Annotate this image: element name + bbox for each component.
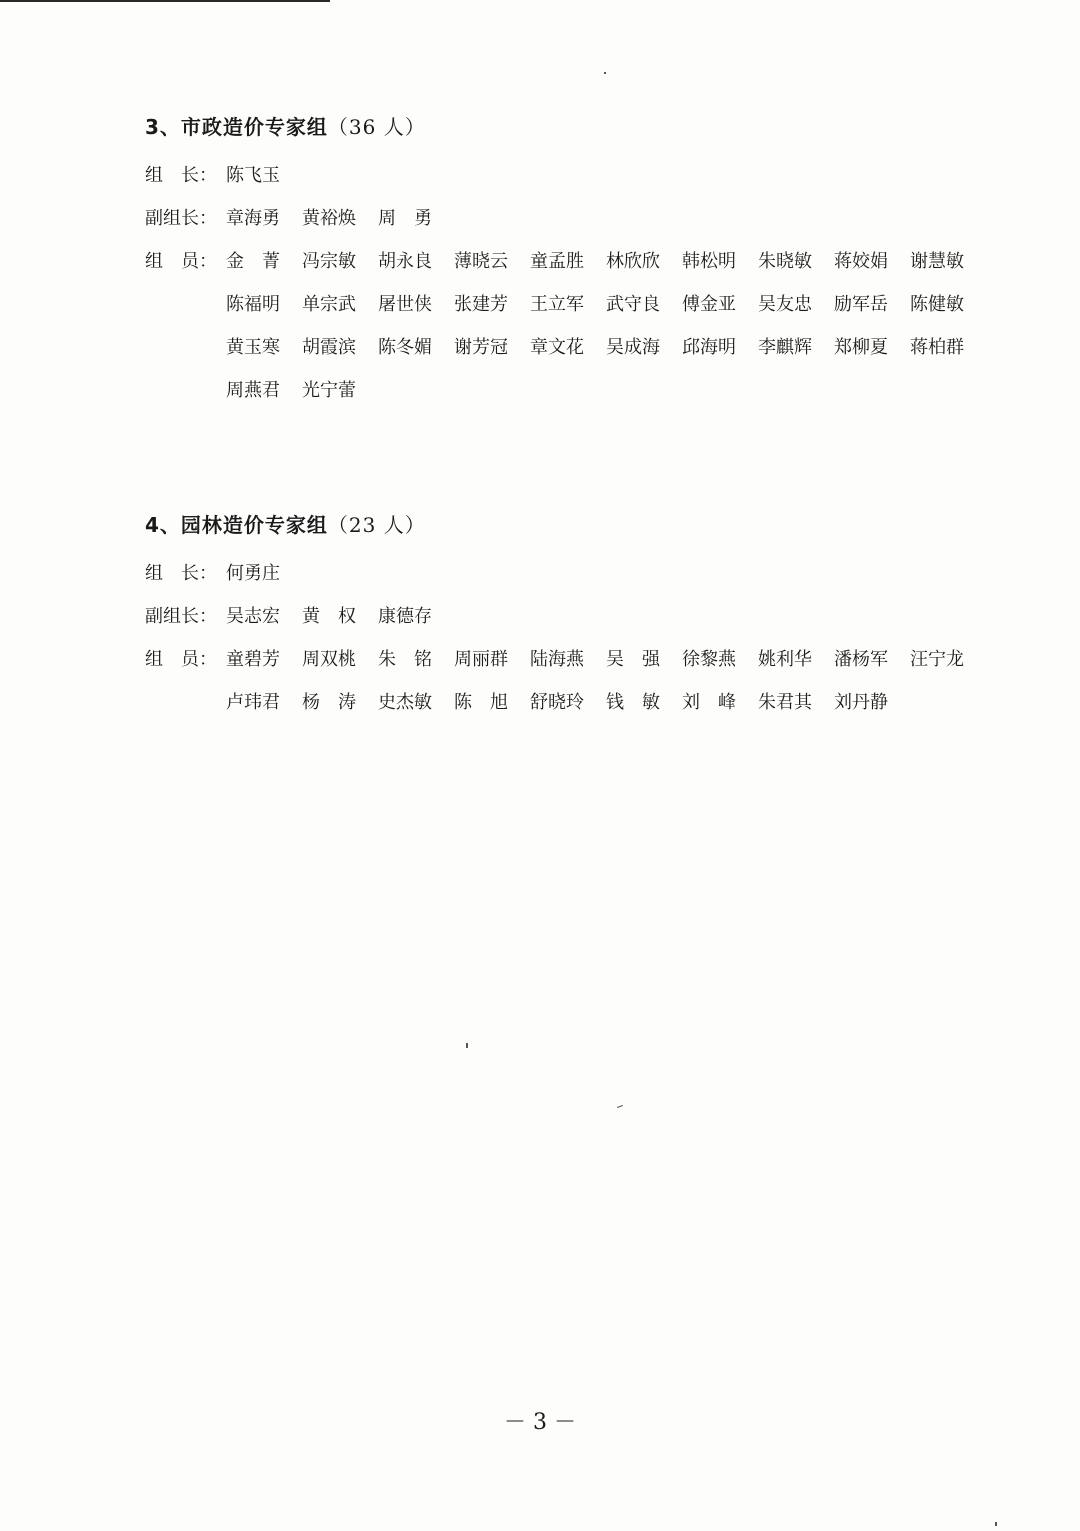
member-name: 刘丹静: [834, 692, 888, 713]
leader-name: 何勇庄: [226, 563, 280, 584]
member-name: 张建芳: [454, 294, 508, 315]
member-name: 郑柳夏: [834, 337, 888, 358]
member-name: 薄晓云: [454, 251, 508, 272]
deputy-list: [226, 595, 996, 638]
deputy-name: 吴志宏: [226, 606, 280, 627]
section-title: 4、园林造价专家组: [145, 513, 328, 537]
members-label: 组 员：: [145, 649, 217, 670]
member-name: 陈健敏: [910, 294, 964, 315]
section-landscape-group: [145, 510, 1025, 724]
member-name: 卢玮君: [226, 692, 280, 713]
member-name: 章文花: [530, 337, 584, 358]
section-count: （23 人）: [327, 513, 426, 537]
leader-label: 组 长：: [145, 165, 217, 186]
section-heading: [145, 112, 1025, 142]
member-name: 徐黎燕: [682, 649, 736, 670]
member-name: 陈福明: [226, 294, 280, 315]
scan-speck: [995, 1522, 997, 1526]
leader-name: 陈飞玉: [226, 165, 280, 186]
scan-speck: [617, 1105, 623, 1108]
deputy-label: 副组长：: [145, 606, 217, 627]
member-name: 吴成海: [606, 337, 660, 358]
member-name: 周燕君: [226, 380, 280, 401]
scan-speck: [466, 1043, 468, 1048]
member-list: [226, 638, 996, 724]
member-name: 谢芳冠: [454, 337, 508, 358]
member-name: 单宗武: [302, 294, 356, 315]
member-name: 朱晓敏: [758, 251, 812, 272]
member-name: 史杰敏: [378, 692, 432, 713]
member-name: 冯宗敏: [302, 251, 356, 272]
deputy-row: [145, 197, 1025, 240]
member-name: 傅金亚: [682, 294, 736, 315]
members-row: [145, 240, 1025, 412]
members-label: 组 员：: [145, 251, 217, 272]
deputy-row: [145, 595, 1025, 638]
member-name: 姚利华: [758, 649, 812, 670]
member-name: 蒋姣娟: [834, 251, 888, 272]
member-name: 吴友忠: [758, 294, 812, 315]
member-list: [226, 240, 996, 412]
member-name: 童碧芳: [226, 649, 280, 670]
member-name: 金 菁: [226, 251, 280, 272]
section-title: 3、市政造价专家组: [145, 115, 328, 139]
member-name: 谢慧敏: [910, 251, 964, 272]
member-name: 潘杨军: [834, 649, 888, 670]
member-name: 胡霞滨: [302, 337, 356, 358]
member-name: 韩松明: [682, 251, 736, 272]
member-name: 舒晓玲: [530, 692, 584, 713]
top-rule: [0, 0, 330, 2]
member-name: 陆海燕: [530, 649, 584, 670]
page-number: － 3 －: [504, 1410, 576, 1435]
deputy-name: 黄 权: [302, 606, 356, 627]
member-name: 胡永良: [378, 251, 432, 272]
member-name: 钱 敏: [606, 692, 660, 713]
member-name: 蒋柏群: [910, 337, 964, 358]
deputy-list: [226, 197, 996, 240]
leader-label: 组 长：: [145, 563, 217, 584]
leader-row: [145, 154, 1025, 197]
member-name: 林欣欣: [606, 251, 660, 272]
member-name: 陈冬媚: [378, 337, 432, 358]
deputy-label: 副组长：: [145, 208, 217, 229]
section-count: （36 人）: [327, 115, 426, 139]
member-name: 光宁蕾: [302, 380, 356, 401]
member-name: 童孟胜: [530, 251, 584, 272]
member-name: 励军岳: [834, 294, 888, 315]
member-name: 吴 强: [606, 649, 660, 670]
member-name: 邱海明: [682, 337, 736, 358]
member-name: 陈 旭: [454, 692, 508, 713]
member-name: 朱君其: [758, 692, 812, 713]
deputy-name: 章海勇: [226, 208, 280, 229]
member-name: 朱 铭: [378, 649, 432, 670]
member-name: 黄玉寒: [226, 337, 280, 358]
section-municipal-group: [145, 112, 1025, 412]
member-name: 周双桃: [302, 649, 356, 670]
deputy-name: 康德存: [378, 606, 432, 627]
deputy-name: 周 勇: [378, 208, 432, 229]
member-name: 刘 峰: [682, 692, 736, 713]
scan-speck: [604, 72, 606, 74]
member-name: 李麒辉: [758, 337, 812, 358]
member-name: 汪宁龙: [910, 649, 964, 670]
member-name: 杨 涛: [302, 692, 356, 713]
member-name: 王立军: [530, 294, 584, 315]
member-name: 周丽群: [454, 649, 508, 670]
member-name: 屠世侠: [378, 294, 432, 315]
section-heading: [145, 510, 1025, 540]
member-name: 武守良: [606, 294, 660, 315]
leader-row: [145, 552, 1025, 595]
deputy-name: 黄裕焕: [302, 208, 356, 229]
members-row: [145, 638, 1025, 724]
